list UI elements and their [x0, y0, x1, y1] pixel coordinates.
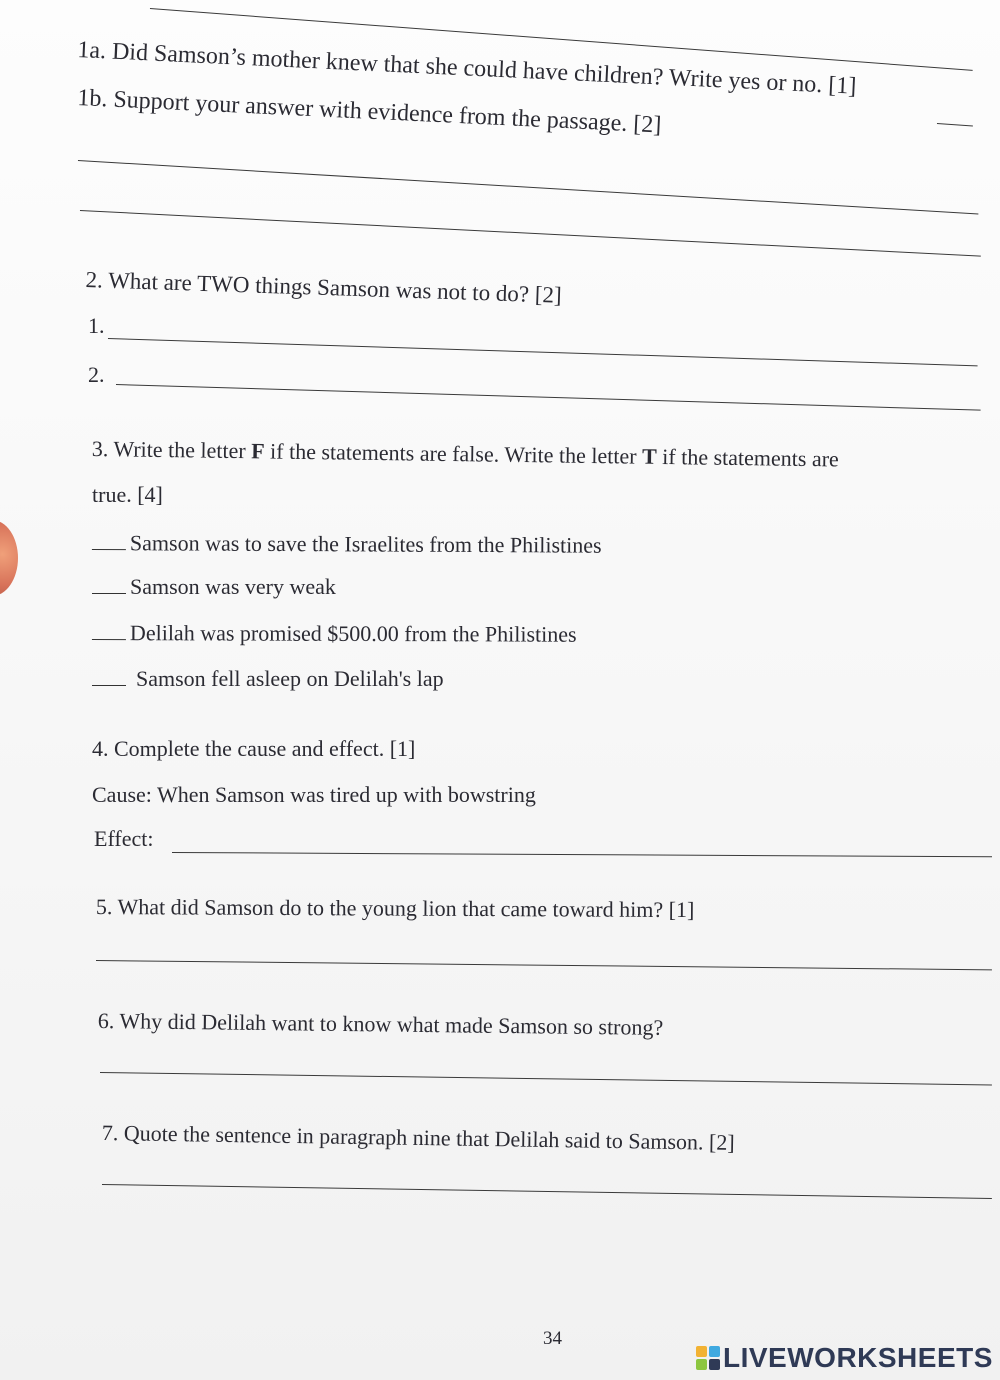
- liveworksheets-logo-icon: [696, 1346, 720, 1370]
- letter-t: T: [641, 443, 657, 469]
- question-7: 7. Quote the sentence in paragraph nine that Delilah said to Samson. [2]: [101, 1120, 735, 1155]
- statement-text: Samson was to save the Israelites from the Philistines: [129, 530, 602, 558]
- question-3: [92, 438, 839, 470]
- statement-text: Delilah was promised $500.00 from the Philistines: [129, 620, 577, 647]
- question-3-text-c: if the statements are: [656, 443, 839, 472]
- answer-blank-1a[interactable]: [937, 123, 973, 127]
- cause-text: Cause: When Samson was tired up with bowstring: [92, 782, 536, 807]
- answer-line-1b-2[interactable]: [80, 210, 981, 257]
- tf-answer-blank[interactable]: [92, 579, 126, 594]
- statement-row: [92, 668, 444, 690]
- question-3-line2: true. [4]: [92, 482, 163, 507]
- answer-line-7[interactable]: [102, 1184, 992, 1199]
- statement-text: Samson fell asleep on Delilah's lap: [136, 666, 444, 691]
- answer-line-5[interactable]: [96, 960, 992, 970]
- question-2: 2. What are TWO things Samson was not to do? [2]: [85, 267, 563, 308]
- question-1b: 1b. Support your answer with evidence from the passage. [2]: [76, 85, 662, 139]
- question-6: 6. Why did Delilah want to know what made Samson so strong?: [97, 1008, 664, 1040]
- liveworksheets-watermark: [696, 1342, 993, 1374]
- thumb-photo-artifact: [0, 520, 18, 596]
- question-5: 5. What did Samson do to the young lion that came toward him? [1]: [95, 894, 695, 923]
- question-3-text-a: 3. Write the letter: [91, 436, 252, 464]
- tf-answer-blank[interactable]: [92, 625, 126, 640]
- question-1a: 1a. Did Samson’s mother knew that she could have children? Write yes or no. [1]: [76, 37, 857, 100]
- question-4: 4. Complete the cause and effect. [1]: [92, 736, 416, 761]
- page-number: 34: [543, 1328, 562, 1349]
- item-number-2: 2.: [88, 362, 105, 387]
- statement-row: [92, 576, 336, 598]
- answer-line-1b-1[interactable]: [78, 160, 978, 214]
- statement-text: Samson was very weak: [130, 574, 336, 599]
- tf-answer-blank[interactable]: [92, 671, 126, 686]
- tf-answer-blank[interactable]: [92, 535, 126, 550]
- answer-line-6[interactable]: [100, 1072, 992, 1085]
- effect-label: Effect:: [94, 826, 154, 851]
- effect-answer-line[interactable]: [172, 852, 992, 857]
- question-3-text-b: if the statements are false. Write the letter: [264, 438, 643, 469]
- item-number-1: 1.: [88, 313, 105, 338]
- statement-row: [92, 622, 577, 646]
- answer-line-2-2[interactable]: [116, 384, 981, 411]
- answer-line-2-1[interactable]: [108, 338, 978, 366]
- liveworksheets-wordmark: LIVEWORKSHEETS: [723, 1342, 993, 1373]
- statement-row: [92, 532, 602, 557]
- letter-f: F: [251, 438, 265, 464]
